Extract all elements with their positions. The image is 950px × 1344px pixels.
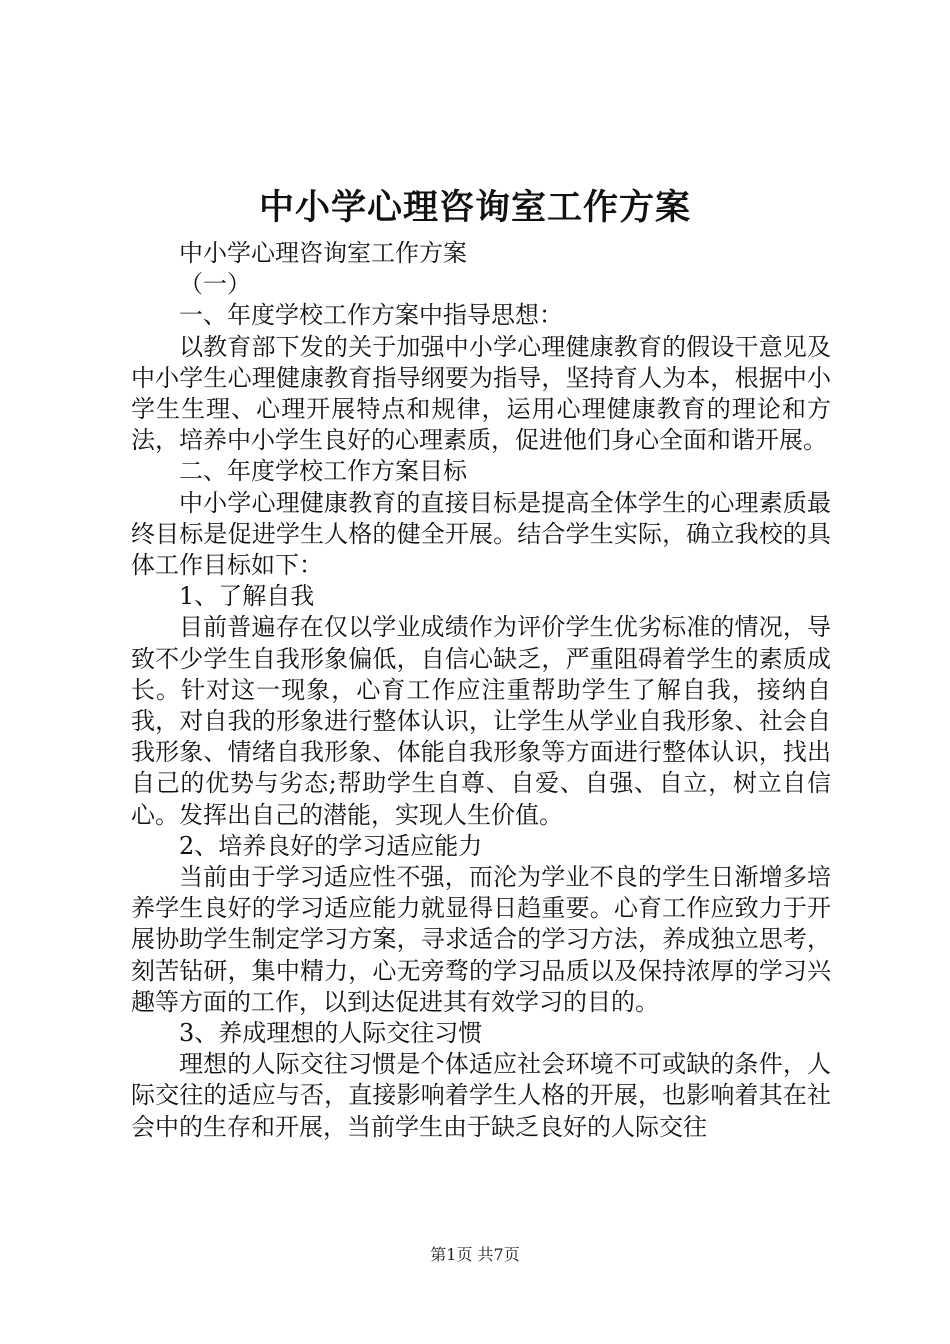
paragraph-subtitle: 中小学心理咨询室工作方案 [179, 239, 467, 267]
paragraph-learning-adaptation: 当前由于学习适应性不强，而沦为学业不良的学生日渐增多培养学生良好的学习适应能力就显得日趋重要。心育工作应致力于开展协助学生制定学习方案，寻求适合的学习方法，养成独立思考，刻苦钻研，集中精力，心无旁骛的学习品质以及保持浓厚的学习兴趣等方面的工作，以到达促进其有效学习的目的。 [131, 863, 831, 1016]
page-number: 第1页 共7页 [430, 1245, 520, 1264]
heading-know-self: 1、了解自我 [179, 582, 315, 611]
document-title: 中小学心理咨询室工作方案 [258, 187, 691, 228]
heading-learning-adaptation: 2、培养良好的学习适应能力 [179, 831, 483, 860]
heading-interpersonal-habits: 3、养成理想的人际交往习惯 [179, 1019, 483, 1048]
paragraph-part-one: （一） [179, 270, 251, 299]
document-body [131, 238, 831, 1143]
paragraph-work-goals: 中小学心理健康教育的直接目标是提高全体学生的心理素质最终目标是促进学生人格的健全开展。结合学生实际，确立我校的具体工作目标如下： [131, 488, 831, 580]
paragraph-know-self: 目前普遍存在仅以学业成绩作为评价学生优劣标准的情况，导致不少学生自我形象偏低，自信心缺乏，严重阻碍着学生的素质成长。针对这一现象，心育工作应注重帮助学生了解自我，接纳自我，对自我的形象进行整体认识，让学生从学业自我形象、社会自我形象、情绪自我形象、体能自我形象等方面进行整体认识，找出自己的优势与劣态;帮助学生自尊、自爱、自强、自立，树立自信心。发挥出自己的潜能，实现人生价值。 [131, 613, 831, 829]
heading-work-goals: 二、年度学校工作方案目标 [179, 457, 467, 486]
paragraph-interpersonal-habits: 理想的人际交往习惯是个体适应社会环境不可或缺的条件，人际交往的适应与否，直接影响着学生人格的开展，也影响着其在社会中的生存和开展，当前学生由于缺乏良好的人际交往 [131, 1050, 831, 1141]
paragraph-guiding-ideology: 以教育部下发的关于加强中小学心理健康教育的假设干意见及中小学生心理健康教育指导纲要为指导，坚持育人为本，根据中小学生生理、心理开展特点和规律，运用心理健康教育的理论和方法，培养中小学生良好的心理素质，促进他们身心全面和谐开展。 [131, 332, 831, 455]
heading-guiding-ideology: 一、年度学校工作方案中指导思想： [179, 301, 563, 330]
